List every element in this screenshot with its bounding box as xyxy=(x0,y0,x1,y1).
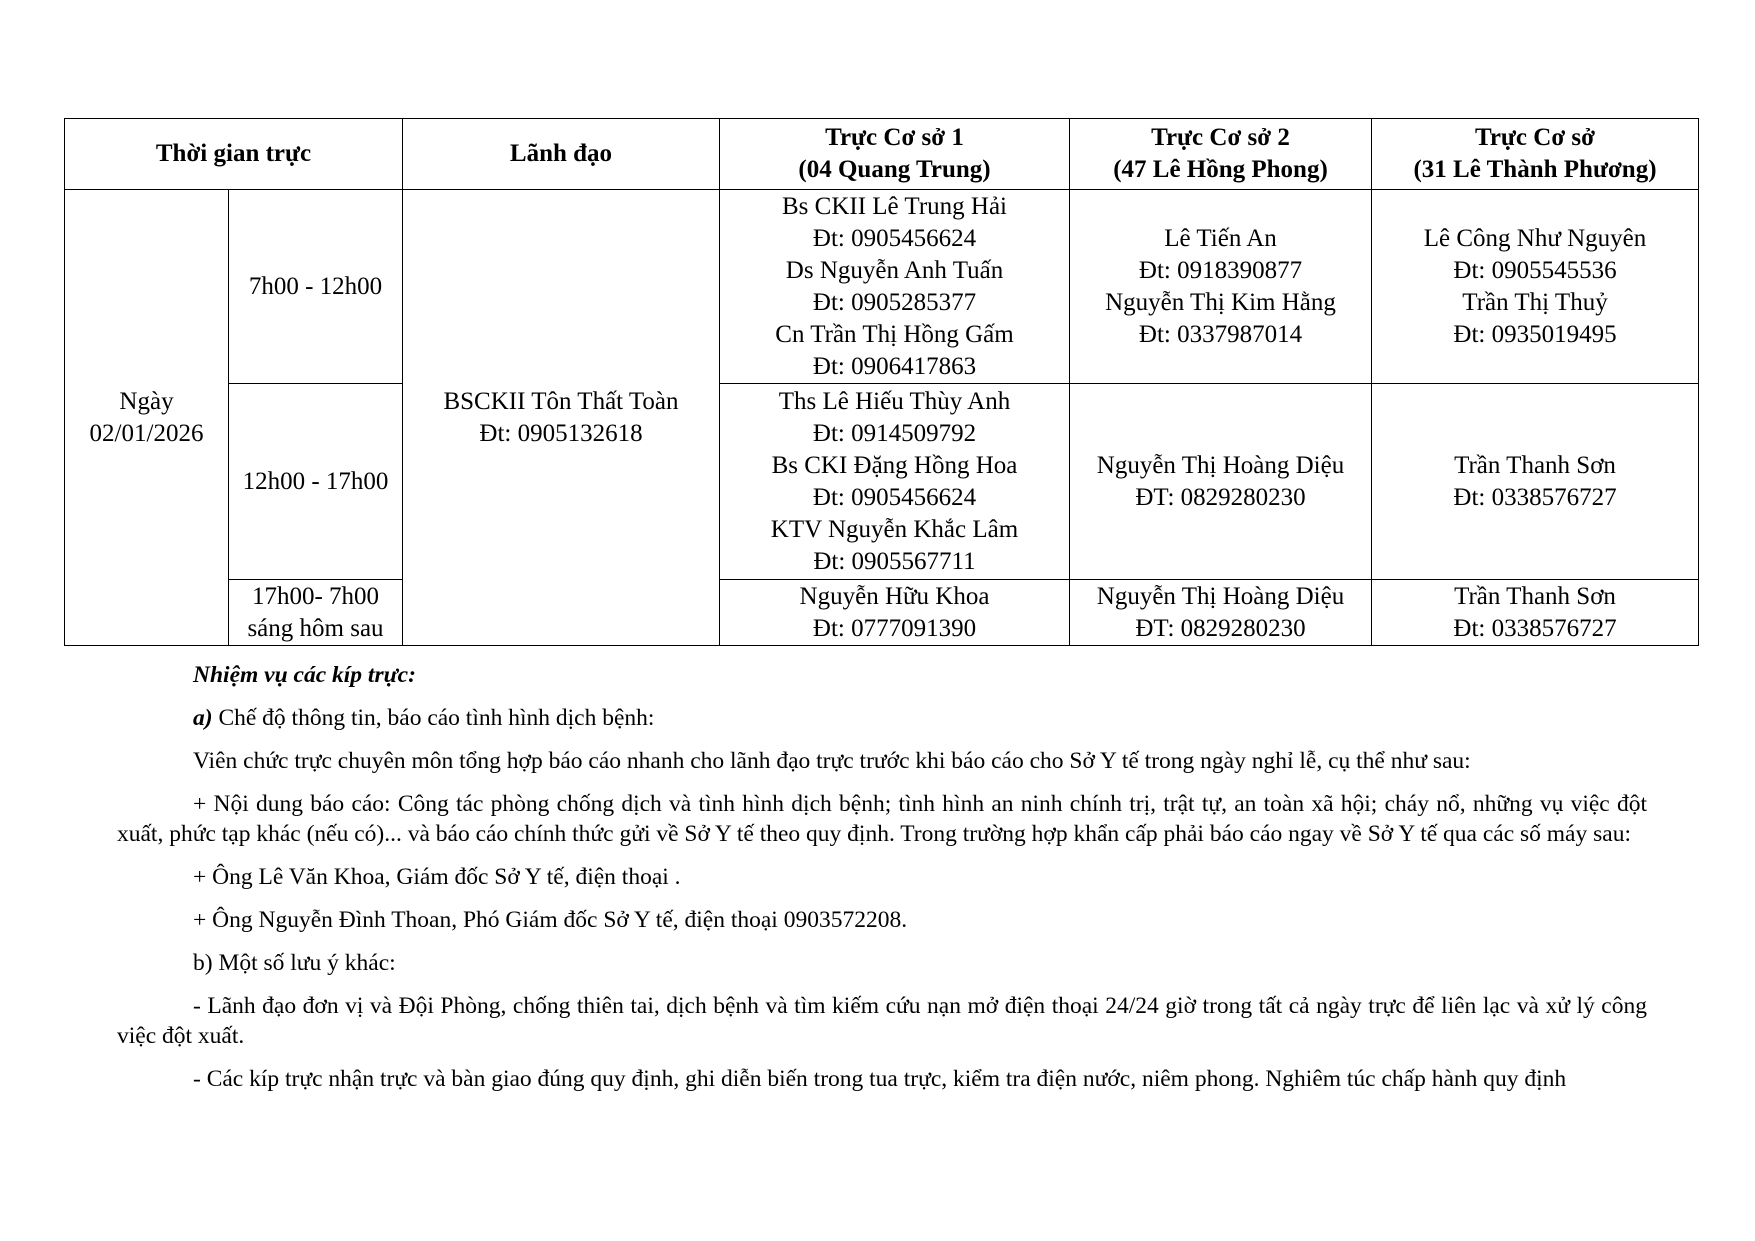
section-a-heading xyxy=(117,703,1647,733)
site-2-cell xyxy=(1070,580,1372,646)
staff-line: Đt: 0905456624 xyxy=(812,483,977,511)
staff-line: Đt: 0777091390 xyxy=(812,614,977,642)
shift-time-cell xyxy=(229,190,403,384)
notes-paragraph: Viên chức trực chuyên môn tổng hợp báo cáo nhanh cho lãnh đạo trực trước khi báo cáo cho Sở Y tế trong ngày nghỉ lễ, cụ thể như sau: xyxy=(193,748,1471,774)
shift-time-note: sáng hôm sau xyxy=(247,614,384,642)
section-a-label: a) xyxy=(193,705,213,731)
day-cell xyxy=(65,190,229,646)
duty-notes xyxy=(117,660,1647,1107)
staff-line: Đt: 0918390877 xyxy=(1138,256,1303,284)
staff-line: Cn Trần Thị Hồng Gấm xyxy=(775,320,1014,348)
shift-time: 12h00 - 17h00 xyxy=(242,467,389,495)
header-leader: Lãnh đạo xyxy=(403,119,720,190)
header-site-3-name: Trực Cơ sở xyxy=(1475,124,1595,151)
day-label: Ngày xyxy=(119,387,174,415)
leader-cell xyxy=(403,190,720,646)
site-1-cell xyxy=(720,580,1070,646)
staff-line: ĐT: 0829280230 xyxy=(1135,614,1306,642)
site-3-cell xyxy=(1372,190,1699,384)
header-time: Thời gian trực xyxy=(65,119,403,190)
staff-line: Trần Thị Thuỷ xyxy=(1462,288,1608,316)
site-2-cell xyxy=(1070,190,1372,384)
staff-line: Đt: 0338576727 xyxy=(1453,614,1617,642)
notes-heading-text: Nhiệm vụ các kíp trực: xyxy=(193,662,416,688)
header-site-3-address: (31 Lê Thành Phương) xyxy=(1413,156,1657,183)
staff-line: Bs CKII Lê Trung Hải xyxy=(781,192,1007,220)
leader-phone: Đt: 0905132618 xyxy=(479,419,643,447)
notes-heading xyxy=(117,660,1647,690)
staff-line: Đt: 0906417863 xyxy=(812,352,977,380)
header-site-3 xyxy=(1372,119,1699,190)
duty-schedule-table xyxy=(64,118,1699,646)
notes-paragraph: + Ông Nguyễn Đình Thoan, Phó Giám đốc Sở Y tế, điện thoại 0903572208. xyxy=(193,907,908,933)
staff-line: KTV Nguyễn Khắc Lâm xyxy=(770,515,1019,543)
staff-line: Đt: 0905456624 xyxy=(812,224,977,252)
site-2-cell xyxy=(1070,384,1372,580)
staff-line: Ths Lê Hiếu Thùy Anh xyxy=(778,387,1011,415)
staff-line: Đt: 0338576727 xyxy=(1453,483,1617,511)
site-1-cell xyxy=(720,190,1070,384)
header-site-2 xyxy=(1070,119,1372,190)
staff-line: Lê Công Như Nguyên xyxy=(1423,224,1647,252)
site-3-cell xyxy=(1372,384,1699,580)
staff-line: Nguyễn Hữu Khoa xyxy=(799,582,990,610)
staff-line: Trần Thanh Sơn xyxy=(1454,582,1616,610)
staff-line: Trần Thanh Sơn xyxy=(1454,451,1616,479)
notes-paragraph: - Lãnh đạo đơn vị và Đội Phòng, chống thiên tai, dịch bệnh và tìm kiếm cứu nạn mở điện thoại 24/24 giờ trong tất cả ngày trực để liên lạc và xử lý công việc đột xuất. xyxy=(117,993,1647,1049)
notes-paragraph: + Nội dung báo cáo: Công tác phòng chống dịch và tình hình dịch bệnh; tình hình an ninh chính trị, trật tự, an toàn xã hội; cháy nổ, những vụ việc đột xuất, phức tạp khác (nếu có)... và báo cáo chính thức gửi về Sở Y tế theo quy định. Trong trường hợp khẩn cấp phải báo cáo ngay về Sở Y tế qua các số máy sau: xyxy=(117,791,1647,847)
staff-line: Đt: 0905285377 xyxy=(812,288,977,316)
staff-line: Nguyễn Thị Hoàng Diệu xyxy=(1096,451,1345,479)
staff-line: Nguyễn Thị Kim Hằng xyxy=(1105,288,1336,316)
header-site-2-address: (47 Lê Hồng Phong) xyxy=(1113,156,1328,183)
staff-line: Đt: 0337987014 xyxy=(1138,320,1303,348)
staff-line: Lê Tiến An xyxy=(1164,224,1277,252)
table-row xyxy=(65,580,1699,646)
shift-time-cell xyxy=(229,384,403,580)
staff-line: Đt: 0935019495 xyxy=(1453,320,1617,348)
table-header-row xyxy=(65,119,1699,190)
notes-paragraph: + Ông Lê Văn Khoa, Giám đốc Sở Y tế, điện thoại . xyxy=(193,864,681,890)
header-site-1-address: (04 Quang Trung) xyxy=(798,156,991,183)
section-b-heading: b) Một số lưu ý khác: xyxy=(193,950,396,976)
staff-line: Đt: 0914509792 xyxy=(812,419,977,447)
staff-line: ĐT: 0829280230 xyxy=(1135,483,1306,511)
leader-name: BSCKII Tôn Thất Toàn xyxy=(443,387,679,415)
table-row xyxy=(65,384,1699,580)
table-row xyxy=(65,190,1699,384)
staff-line: Ds Nguyễn Anh Tuấn xyxy=(785,256,1004,284)
staff-line: Bs CKI Đặng Hồng Hoa xyxy=(771,451,1018,479)
staff-line: Đt: 0905567711 xyxy=(813,547,976,575)
site-1-cell xyxy=(720,384,1070,580)
header-site-2-name: Trực Cơ sở 2 xyxy=(1151,124,1290,151)
header-site-1-name: Trực Cơ sở 1 xyxy=(825,124,964,151)
staff-line: Nguyễn Thị Hoàng Diệu xyxy=(1096,582,1345,610)
shift-time: 17h00- 7h00 xyxy=(251,582,380,610)
site-3-cell xyxy=(1372,580,1699,646)
shift-time: 7h00 - 12h00 xyxy=(248,272,383,300)
section-a-text: Chế độ thông tin, báo cáo tình hình dịch bệnh: xyxy=(212,705,655,731)
notes-paragraph: - Các kíp trực nhận trực và bàn giao đúng quy định, ghi diễn biến trong tua trực, kiểm tra điện nước, niêm phong. Nghiêm túc chấp hành quy định xyxy=(193,1066,1567,1092)
header-site-1 xyxy=(720,119,1070,190)
staff-line: Đt: 0905545536 xyxy=(1453,256,1617,284)
shift-time-cell xyxy=(229,580,403,646)
day-date: 02/01/2026 xyxy=(89,419,204,447)
